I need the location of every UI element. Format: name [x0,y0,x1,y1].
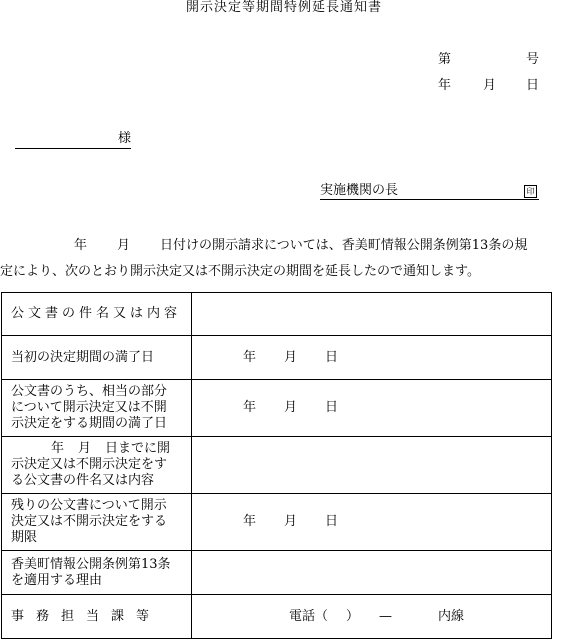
row-value-remaining-deadline[interactable] [192,494,552,551]
row-label-partial-subject [2,437,192,494]
row-value-subject[interactable] [192,293,552,336]
number-prefix: 第 [438,52,452,67]
extension-label: 内線 [438,608,465,624]
row-value-partial-subject[interactable] [192,437,552,494]
table-row [2,437,552,494]
date-day-label: 日 [526,78,540,93]
label-line: 香美町情報公開条例第13条 [11,556,171,572]
row-value-contact-office[interactable] [192,595,552,639]
row-label-remaining-deadline [2,494,192,551]
label-line: 残りの公文書について開示 [11,498,167,513]
value-day: 日 [325,514,339,529]
value-month: 月 [284,400,298,415]
row-value-original-deadline[interactable] [192,336,552,380]
value-year: 年 [243,349,257,365]
label-line: る公文書の件名又は内容 [11,473,155,488]
row-value-reason[interactable] [192,551,552,595]
label-line: 示決定又は不開示決定をす [11,457,168,472]
label-line: 公文書のうち、相当の部分 [11,384,168,399]
date-month-label: 月 [483,78,497,93]
table-row [2,595,552,639]
tel-label: 電話（ [289,608,329,624]
label-line: 示決定をする期間の満了日 [11,416,168,431]
row-label-contact-office: 事務担当課等 [2,595,192,639]
value-year: 年 [243,514,257,529]
label-month: 月 [78,441,92,456]
table-row [2,380,552,437]
addressee-line [15,148,131,149]
row-value-partial-deadline[interactable] [192,380,552,437]
value-day: 日 [325,400,339,415]
label-line [11,441,191,457]
table-row [2,494,552,551]
body-paragraph-line2: 定により、次のとおり開示決定又は不開示決定の期間を延長したので通知します。 [0,264,480,279]
row-label-subject: 公文書の件名又は内容 [2,293,192,336]
label-day-rest: 日までに開 [105,441,171,456]
value-year: 年 [243,400,257,415]
label-line: について開示決定又は不開 [11,400,167,415]
body-line1-rest: 日付けの開示請求については、香美町情報公開条例第13条の規 [160,238,528,253]
value-day: 日 [325,349,339,365]
table-row [2,551,552,595]
notice-form-table [1,292,552,639]
label-line: 決定又は不開示決定をする [11,514,168,529]
table-row [2,336,552,380]
tel-close: ） [346,608,360,624]
date-year-label: 年 [438,78,452,93]
seal-mark: 印 [524,185,537,198]
label-year: 年 [51,441,65,456]
addressee-honorific: 様 [118,131,132,146]
label-line: を適用する理由 [11,572,103,588]
sender-line [320,199,539,200]
label-line: 期限 [11,530,38,545]
row-label-partial-deadline [2,380,192,437]
document-title: 開示決定等期間特例延長通知書 [185,0,382,15]
table-row [2,293,552,336]
body-paragraph-line1 [0,238,568,254]
tel-dash: — [379,608,393,624]
number-suffix: 号 [526,52,540,67]
body-year: 年 [74,238,88,253]
row-label-reason [2,551,192,595]
value-month: 月 [284,514,298,529]
row-label-original-deadline: 当初の決定期間の満了日 [2,336,192,380]
value-month: 月 [284,349,298,365]
body-month: 月 [117,238,131,253]
sender-label: 実施機関の長 [320,183,399,198]
